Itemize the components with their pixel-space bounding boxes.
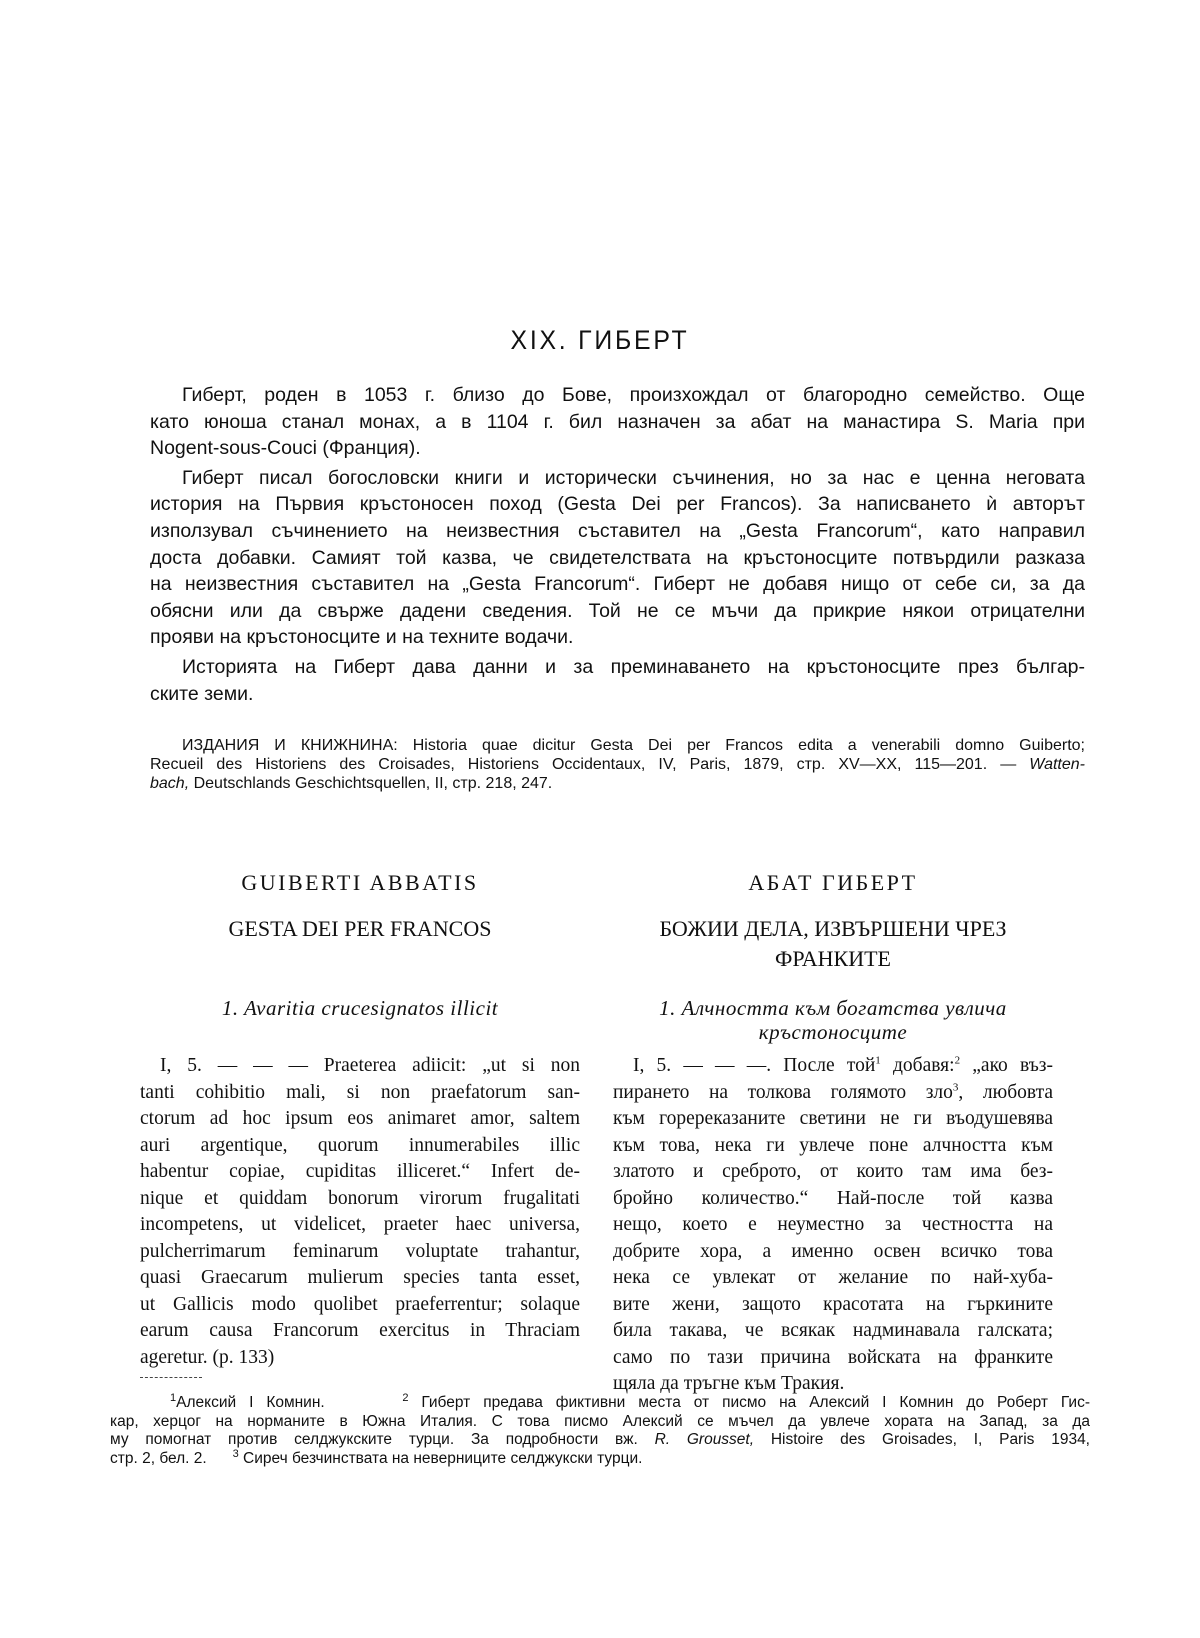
bulgarian-section-title	[613, 996, 1053, 1044]
bulgarian-subheading-line: БОЖИИ ДЕЛА, ИЗВЪРШЕНИ ЧРЕЗ	[659, 916, 1007, 941]
footnote-ref[interactable]: 1	[875, 1054, 881, 1067]
bibliography-line	[150, 774, 1085, 793]
text-line: нещо, което е неуместно за честността на	[613, 1214, 1053, 1235]
text-fragment: пирането на толкова голямото зло	[613, 1081, 953, 1103]
bibliography-line	[150, 736, 1085, 755]
footnote-line: кар, херцог на норманите в Южна Италия. С това писмо Алексий се мъчел да увлече хората на Запад, за да	[110, 1412, 1090, 1430]
text-line: habentur copiae, cupiditas illiceret.“ Infert de-	[140, 1161, 580, 1182]
bibliography-text: Recueil des Historiens des Croisades, Historiens Occidentaux, IV, Paris, 1879, стр. XV—XX, 115—201. —	[150, 756, 1017, 773]
text-line: Гиберт писал богословски книги и исторически съчинения, но за нас е ценна неговата	[182, 466, 1085, 489]
text-line: била такава, че всякак надминавала галската;	[613, 1320, 1053, 1341]
text-line: Гиберт, роден в 1053 г. близо до Бове, произхождал от благородно семейство. Още	[182, 384, 1085, 406]
text-line: pulcherrimarum feminarum voluptate trahantur,	[140, 1240, 580, 1262]
bibliography-text: Deutschlands Geschichtsquellen, II, стр. 218, 247.	[193, 775, 553, 792]
text-line: tanti cohibitio mali, si non praefatorum san-	[140, 1081, 580, 1103]
text-line: на неизвестния съставител на „Gesta Francorum“. Гиберт не добавя нищо от себе си, за да	[150, 573, 1085, 596]
chapter-title: XIX. ГИБЕРТ	[510, 325, 690, 355]
bulgarian-column	[613, 870, 1053, 1398]
text-line: ските земи.	[150, 682, 254, 705]
text-line: доста добавки. Самият той казва, че свидетелствата на кръстоносците потвърдили разказа	[150, 546, 1085, 569]
bibliography-author: bach,	[150, 775, 190, 792]
intro-paragraph-3	[150, 654, 1085, 707]
footnote-text: му помогнат против селджукските турци. За подробности вж.	[110, 1431, 638, 1449]
text-line: nique et quiddam bonorum virorum frugalitati	[140, 1187, 580, 1209]
text-fragment: , любовта	[958, 1081, 1053, 1103]
text-line: златото и среброто, от които там има без-	[613, 1161, 1053, 1182]
text-line: ut Gallicis modo quolibet praeferrentur; solaque	[140, 1293, 580, 1315]
bibliography-label: ИЗДАНИЯ И КНИЖНИНА:	[182, 737, 398, 754]
footnote-number: 1	[170, 1391, 177, 1404]
text-line: прояви на кръстоносците и на техните водачи.	[150, 626, 574, 649]
bibliography-author: Watten-	[1029, 756, 1085, 773]
text-line: quasi Graecarum mulierum species tanta esset,	[140, 1267, 580, 1288]
latin-subheading: GESTA DEI PER FRANCOS	[228, 916, 492, 941]
footnotes	[110, 1391, 1091, 1468]
text-line: история на Първия кръстоносен поход (Gesta Dei per Francos). За написването ѝ авторът	[150, 493, 1085, 516]
text-line: бройно количество.“ Най-после той казва	[613, 1187, 1053, 1209]
footnote-2: Гиберт предава фиктивни места от писмо на Алексий I Комнин до Роберт Гис-	[421, 1394, 1091, 1411]
footnote-number: 3	[232, 1447, 239, 1460]
text-line: само по тази причина войската на франките	[613, 1346, 1053, 1368]
bibliography-text: Historia quae dicitur Gesta Dei per Francos edita a venerabili domno Guiberto;	[412, 737, 1085, 754]
bulgarian-subheading	[613, 914, 1053, 974]
footnote-line	[110, 1431, 1090, 1450]
intro-paragraph-1	[150, 382, 1085, 462]
text-line: Историята на Гиберт дава данни и за преминаването на кръстоносците през българ-	[182, 655, 1085, 678]
text-line	[613, 1080, 1053, 1107]
bibliography-line	[150, 755, 1085, 774]
latin-section-title: 1. Avaritia crucesignatos illicit	[221, 996, 499, 1020]
latin-column	[140, 870, 580, 1371]
text-line: вите жени, защото красотата на гъркините	[613, 1293, 1053, 1315]
text-line: нека се увлекат от желание по най-хуба-	[613, 1267, 1053, 1288]
text-line: към горереказаните светини не ги въодушевява	[613, 1108, 1053, 1129]
text-line: Nogent-sous-Couci (Франция).	[150, 437, 421, 460]
bulgarian-section-line: кръстоносците	[758, 1020, 908, 1044]
text-line	[613, 1053, 1053, 1080]
bulgarian-section-line: 1. Алчността към богатства увлича	[659, 996, 1007, 1020]
text-line: щяла да тръгне към Тракия.	[613, 1373, 845, 1394]
footnote-divider	[140, 1377, 202, 1378]
bulgarian-subheading-line: ФРАНКИТЕ	[774, 946, 891, 971]
footnote-line	[110, 1447, 1090, 1469]
footnote-line	[110, 1391, 1091, 1413]
footnote-text: стр. 2, бел. 2.	[110, 1449, 207, 1467]
text-line: добрите хора, а именно освен всичко това	[613, 1240, 1053, 1262]
text-line: earum causa Francorum exercitus in Thraciam	[140, 1320, 580, 1341]
latin-body	[140, 1053, 580, 1371]
footnote-ref[interactable]: 2	[954, 1054, 961, 1067]
intro-text	[150, 382, 1085, 707]
footnote-number: 2	[402, 1391, 409, 1404]
footnote-author: R. Grousset,	[654, 1431, 755, 1449]
footnote-ref[interactable]: 3	[952, 1081, 959, 1093]
text-fragment: I, 5. — — —. После той	[633, 1055, 876, 1076]
text-fragment: „ако въз-	[960, 1055, 1053, 1076]
footnote-3: Сиреч безчинствата на неверниците селджукски турци.	[243, 1449, 643, 1467]
text-line: ctorum ad hoc ipsum eos animaret amor, saltem	[140, 1108, 580, 1129]
bulgarian-heading: АБАТ ГИБЕРТ	[748, 870, 918, 895]
text-line: I, 5. — — — Praeterea adiicit: „ut si non	[160, 1055, 580, 1076]
text-line: обясни или да свърже дадени сведения. Той не се мъчи да прикрие някои отрицателни	[150, 599, 1085, 622]
text-line: ageretur. (p. 133)	[140, 1346, 275, 1368]
latin-heading: GUIBERTI ABBATIS	[241, 870, 479, 895]
intro-paragraph-2	[150, 465, 1085, 651]
footnote-1: Алексий I Комнин.	[176, 1394, 325, 1411]
text-fragment: добавя:	[880, 1055, 955, 1076]
text-line: използувал съчинението на неизвестния съставител на „Gesta Francorum“, като направил	[150, 519, 1085, 542]
text-line: auri argentique, quorum innumerabiles illic	[140, 1134, 580, 1156]
text-line: incompetens, ut videlicet, praeter haec universa,	[140, 1214, 580, 1235]
bibliography	[150, 736, 1085, 793]
footnote-text: Histoire des Groisades, I, Paris 1934,	[770, 1431, 1090, 1449]
text-line: като юноша станал монах, а в 1104 г. бил назначен за абат на манастира S. Maria при	[150, 410, 1085, 433]
bulgarian-body	[613, 1053, 1053, 1398]
text-line: към това, нека ги увлече поне алчността към	[613, 1134, 1053, 1156]
